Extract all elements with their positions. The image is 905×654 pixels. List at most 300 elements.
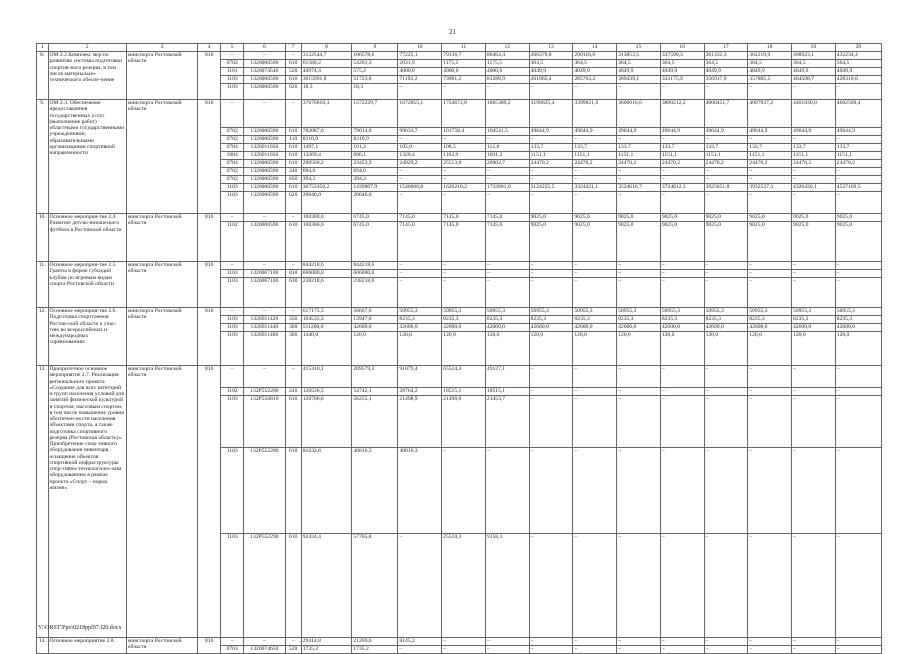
table-cell: 8235,3 <box>835 316 881 324</box>
table-cell: 49127,1 <box>485 366 529 388</box>
table-cell: – <box>704 388 748 396</box>
grbs-code: 816 <box>198 308 221 366</box>
table-cell: 24470,2 <box>792 160 836 168</box>
table-cell: 8235,3 <box>442 316 486 324</box>
table-cell: 50955,3 <box>704 308 748 316</box>
table-cell: 49644,9 <box>792 128 836 136</box>
table-cell: 8235,3 <box>792 316 836 324</box>
table-cell: – <box>617 278 661 308</box>
grbs-code: 816 <box>198 638 221 654</box>
table-cell: – <box>835 192 881 214</box>
table-cell: – <box>835 396 881 448</box>
table-cell: 57765,8 <box>352 534 398 638</box>
table-cell: 266379,8 <box>529 52 573 60</box>
table-cell: 51723,8 <box>352 76 398 84</box>
table-cell: 1102,9 <box>442 152 486 160</box>
table-cell: – <box>573 646 617 654</box>
table-cell: 42600,0 <box>442 324 486 332</box>
table-cell: 610 <box>285 152 301 160</box>
table-cell: – <box>617 270 661 278</box>
table-cell: – <box>748 278 792 308</box>
table-cell: 8235,3 <box>660 316 704 324</box>
table-cell: – <box>660 366 704 388</box>
table-cell: – <box>442 136 486 144</box>
column-number: 1 <box>37 44 49 52</box>
table-cell: 21498,9 <box>442 396 486 448</box>
table-cell: – <box>835 448 881 534</box>
table-cell: 8310,9 <box>301 136 352 144</box>
grbs-code: 816 <box>198 214 221 262</box>
table-cell: 357805,5 <box>748 76 792 84</box>
table-cell: 4000,0 <box>442 68 486 76</box>
table-cell: – <box>704 270 748 278</box>
table-cell: 9025,0 <box>748 214 792 222</box>
table-cell: – <box>617 192 661 214</box>
table-cell: 77225,1 <box>398 52 442 60</box>
table-cell: – <box>792 270 836 278</box>
table-cell: 404508,7 <box>792 76 836 84</box>
table-cell: 610 <box>285 60 301 68</box>
table-cell: 1320000590 <box>244 160 285 168</box>
footer-file-path: Y:\ORST\Ppo\0218ppl97.f20.docx <box>38 625 122 631</box>
table-cell: 120,0 <box>352 332 398 366</box>
table-cell: 101758,4 <box>442 128 486 136</box>
table-cell: – <box>529 136 573 144</box>
table-cell: 42600,0 <box>352 324 398 332</box>
table-cell: 362219,9 <box>748 52 792 60</box>
table-cell: 782087,6 <box>301 128 352 136</box>
table-cell: 1320000590 <box>244 192 285 214</box>
table-cell: 364,5 <box>704 60 748 68</box>
table-cell: 9025,0 <box>792 214 836 222</box>
table-cell: 99633,7 <box>398 128 442 136</box>
table-cell: 610 <box>285 222 301 262</box>
table-cell: – <box>660 136 704 144</box>
table-cell: 42600,0 <box>835 324 881 332</box>
grbs-code: 816 <box>198 366 221 638</box>
table-cell: – <box>485 192 529 214</box>
table-cell: 132P550810 <box>244 396 285 448</box>
table-cell: 9025,0 <box>573 214 617 222</box>
column-number: 4 <box>198 44 221 52</box>
table-cell: – <box>244 638 285 646</box>
table-cell: 364,5 <box>792 60 836 68</box>
table-cell: 3600016,6 <box>617 100 661 128</box>
table-cell: – <box>573 168 617 176</box>
table-cell: – <box>748 176 792 184</box>
table-cell: – <box>792 262 836 270</box>
table-cell: – <box>529 84 573 100</box>
table-cell: 1103 <box>221 270 244 278</box>
table-cell: 1151,1 <box>529 152 573 160</box>
table-cell: – <box>704 192 748 214</box>
table-cell: 1320000590 <box>244 136 285 144</box>
table-cell: 49644,9 <box>529 128 573 136</box>
table-cell: 1320011050 <box>244 144 285 152</box>
grbs-code: 816 <box>198 52 221 100</box>
table-cell: 50955,3 <box>485 308 529 316</box>
measure-name: ОМ 2.2.Комплекс мер по развитию системы подготовки спортив-ного резерва, в том числе материально-технического обеспе-чение <box>48 52 126 100</box>
table-cell: 844218,6 <box>352 262 398 270</box>
table-cell: 50955,3 <box>748 308 792 316</box>
table-cell: 1320074650 <box>244 646 285 654</box>
table-cell: 42600,0 <box>660 324 704 332</box>
row-number: 12. <box>37 308 49 366</box>
table-cell: 42600,0 <box>529 324 573 332</box>
table-cell: 42600,0 <box>398 324 442 332</box>
table-cell: 630 <box>285 278 301 308</box>
table-cell: 50955,3 <box>617 308 661 316</box>
table-cell: 120,0 <box>442 332 486 366</box>
table-cell: – <box>285 262 301 270</box>
table-cell: 132P552280 <box>244 388 285 396</box>
table-cell: 432234,4 <box>835 52 881 60</box>
table-cell: – <box>660 646 704 654</box>
table-cell: 133,7 <box>704 144 748 152</box>
table-cell: – <box>748 534 792 638</box>
table-cell: – <box>617 646 661 654</box>
measure-name: ОМ 2.3. Обеспечение предоставления государственных услуг (выполнение работ) областными государственными учреждениями, образовательными организациями спортивной направленности <box>48 100 126 214</box>
table-cell: – <box>485 176 529 184</box>
column-number: 15 <box>617 44 661 52</box>
table-cell: 261965,4 <box>529 76 573 84</box>
table-cell: 79136,7 <box>442 52 486 60</box>
table-cell: 50955,3 <box>792 308 836 316</box>
table-row <box>37 262 882 270</box>
table-cell: 120706,6 <box>301 396 352 448</box>
table-cell: 4049,9 <box>573 68 617 76</box>
table-cell: – <box>704 262 748 270</box>
table-cell: – <box>573 396 617 448</box>
table-cell: – <box>442 168 486 176</box>
table-cell: 105,0 <box>398 144 442 152</box>
table-cell: 309439,1 <box>617 76 661 84</box>
table-cell: 408923,1 <box>792 52 836 60</box>
table-cell: 1103 <box>221 278 244 308</box>
table-cell: – <box>485 270 529 278</box>
table-cell: – <box>398 534 442 638</box>
table-cell: – <box>573 192 617 214</box>
table-cell: – <box>792 638 836 646</box>
table-cell: 4049,9 <box>660 68 704 76</box>
table-cell: 1497,1 <box>301 144 352 152</box>
table-cell: – <box>285 366 301 388</box>
table-cell: – <box>617 366 661 388</box>
table-cell: 296560,2 <box>301 160 352 168</box>
table-cell: 7145,0 <box>485 214 529 222</box>
column-number: 3 <box>126 44 197 52</box>
table-cell: 606000,0 <box>301 270 352 278</box>
table-cell: 9025,0 <box>617 214 661 222</box>
table-cell: – <box>704 168 748 176</box>
measure-name: Основное мероприятие 2.8. <box>48 638 126 654</box>
table-cell: 1175,5 <box>442 60 486 68</box>
table-cell: 120,0 <box>529 332 573 366</box>
table-cell: 0702 <box>221 128 244 136</box>
table-cell: – <box>398 192 442 214</box>
table-cell: 1672055,1 <box>398 100 442 128</box>
table-cell: – <box>617 176 661 184</box>
column-number: 7 <box>285 44 301 52</box>
table-cell: 4049,9 <box>529 68 573 76</box>
row-number: 13. <box>37 366 49 638</box>
table-cell: 850 <box>285 176 301 184</box>
table-cell: 42600,0 <box>485 324 529 332</box>
table-cell: – <box>704 366 748 388</box>
table-cell: – <box>617 396 661 448</box>
table-cell: – <box>835 534 881 638</box>
column-number: 8 <box>301 44 352 52</box>
executor: минспорта Ростовской области <box>126 366 197 638</box>
table-cell: 86464,4 <box>485 52 529 60</box>
table-cell: – <box>792 534 836 638</box>
table-cell: – <box>835 366 881 388</box>
executor: минспорта Ростовской области <box>126 638 197 654</box>
table-cell: – <box>398 270 442 278</box>
table-cell: 50955,3 <box>573 308 617 316</box>
table-cell: 36753350,2 <box>301 184 352 192</box>
table-cell: 4049,9 <box>704 68 748 76</box>
table-cell: – <box>660 176 704 184</box>
table-cell: 1626210,2 <box>442 184 486 192</box>
table-cell: 24470,2 <box>704 160 748 168</box>
table-cell: 3524616,7 <box>617 184 661 192</box>
table-cell: – <box>835 638 881 646</box>
table-cell: 42600,0 <box>748 324 792 332</box>
table-cell: – <box>617 84 661 100</box>
table-cell: 1320,4 <box>398 152 442 160</box>
table-cell: – <box>704 176 748 184</box>
table-cell: 104535,3 <box>301 316 352 324</box>
table-cell: – <box>221 100 244 128</box>
table-cell: 1320000590 <box>244 222 285 262</box>
table-cell: – <box>573 84 617 100</box>
table-cell: 24470,2 <box>529 160 573 168</box>
table-row <box>37 214 882 222</box>
table-cell: – <box>660 396 704 448</box>
table-cell: – <box>244 366 285 388</box>
table-cell: – <box>442 638 486 646</box>
table-cell: 7145,0 <box>485 222 529 262</box>
table-cell: 81632,6 <box>301 448 352 534</box>
table-cell: 1103 <box>221 84 244 100</box>
table-cell: – <box>285 52 301 60</box>
table-cell: 1320011440 <box>244 324 285 332</box>
table-cell: 9025,0 <box>704 222 748 262</box>
table-cell: 20646,0 <box>301 192 352 214</box>
table-cell: – <box>792 176 836 184</box>
table-cell: – <box>442 84 486 100</box>
table-cell: 617175,3 <box>301 308 352 316</box>
table-cell: – <box>442 262 486 270</box>
table-cell: 240 <box>285 168 301 176</box>
table-cell: 1572229,7 <box>352 100 398 128</box>
grbs-code: 816 <box>198 262 221 308</box>
table-cell: – <box>285 638 301 646</box>
table-cell: 610 <box>285 76 301 84</box>
table-cell: 1320000590 <box>244 176 285 184</box>
table-cell: – <box>398 262 442 270</box>
table-cell: 8235,3 <box>573 316 617 324</box>
table-cell: 810 <box>285 270 301 278</box>
table-cell: 120,0 <box>792 332 836 366</box>
executor: минспорта Ростовской области <box>126 52 197 100</box>
table-cell: – <box>529 278 573 308</box>
table-cell: 4602569,4 <box>835 100 881 128</box>
column-number: 14 <box>573 44 617 52</box>
table-cell: 350 <box>285 316 301 324</box>
table-cell: 4527169,5 <box>835 184 881 192</box>
table-cell: 1439007,9 <box>352 184 398 192</box>
table-cell: – <box>617 136 661 144</box>
table-cell: 7145,0 <box>398 222 442 262</box>
table-cell: 49644,9 <box>617 128 661 136</box>
table-cell: 21269,6 <box>352 638 398 646</box>
table-cell: – <box>792 448 836 534</box>
table-cell: 13947,0 <box>352 316 398 324</box>
table-cell: 6745,0 <box>352 222 398 262</box>
table-cell: 79014,8 <box>352 128 398 136</box>
table-cell: – <box>529 448 573 534</box>
table-cell: 25510,3 <box>442 534 486 638</box>
executor: минспорта Ростовской области <box>126 100 197 214</box>
table-cell: 9025,0 <box>792 222 836 262</box>
table-cell: – <box>835 646 881 654</box>
table-cell: – <box>835 388 881 396</box>
table-cell: – <box>285 214 301 222</box>
table-cell: 50955,3 <box>835 308 881 316</box>
table-cell: – <box>617 448 661 534</box>
table-cell: 133,7 <box>529 144 573 152</box>
table-cell: – <box>285 100 301 128</box>
table-cell: – <box>244 100 285 128</box>
table-cell: – <box>660 168 704 176</box>
table-cell: 0702 <box>221 168 244 176</box>
table-cell: 1320067100 <box>244 278 285 308</box>
table-cell: 120,0 <box>398 332 442 366</box>
table-cell: 520 <box>285 68 301 76</box>
table-cell: – <box>573 366 617 388</box>
table-cell: 9025,0 <box>529 214 573 222</box>
table-cell: 37676810,3 <box>301 100 352 128</box>
table-cell: 7145,0 <box>442 214 486 222</box>
table-cell: 104541,5 <box>485 128 529 136</box>
row-number: 10. <box>37 214 49 262</box>
table-cell: – <box>835 176 881 184</box>
column-number: 5 <box>221 44 244 52</box>
table-cell: – <box>573 638 617 646</box>
table-cell: – <box>792 646 836 654</box>
table-cell: 4401830,0 <box>792 100 836 128</box>
table-cell: 1320000590 <box>244 128 285 136</box>
table-cell: 24470,2 <box>573 160 617 168</box>
table-cell: – <box>704 84 748 100</box>
table-cell: – <box>660 448 704 534</box>
table-cell: – <box>485 638 529 646</box>
table-cell: – <box>529 646 573 654</box>
table-cell: 50955,3 <box>660 308 704 316</box>
table-cell: – <box>617 262 661 270</box>
table-cell: 9025,0 <box>835 222 881 262</box>
table-cell: 364,5 <box>617 60 661 68</box>
column-number: 6 <box>244 44 285 52</box>
table-cell: – <box>704 534 748 638</box>
table-cell: 120,0 <box>660 332 704 366</box>
table-cell: 9025,0 <box>529 222 573 262</box>
table-cell: 1320074540 <box>244 68 285 76</box>
table-cell: 1320000590 <box>244 168 285 176</box>
column-number: 12 <box>485 44 529 52</box>
column-number: 9 <box>352 44 398 52</box>
table-cell: 1103 <box>221 324 244 332</box>
table-cell: 21498,9 <box>398 396 442 448</box>
table-cell: – <box>748 192 792 214</box>
table-cell: 1320011050 <box>244 152 285 160</box>
table-cell: 1320000590 <box>244 184 285 192</box>
table-cell: 1103 <box>221 534 244 638</box>
table-cell: – <box>221 366 244 388</box>
table-cell: – <box>573 448 617 534</box>
table-cell: – <box>442 192 486 214</box>
budget-table <box>36 43 882 654</box>
table-cell: 110 <box>285 136 301 144</box>
table-cell: – <box>244 52 285 60</box>
table-cell: 394,3 <box>352 176 398 184</box>
table-cell: 1735,2 <box>352 646 398 654</box>
table-cell: 3800212,2 <box>660 100 704 128</box>
table-cell: 3122544,7 <box>301 52 352 60</box>
table-cell: – <box>398 168 442 176</box>
table-cell: 1735,2 <box>301 646 352 654</box>
table-cell: 360 <box>285 332 301 366</box>
table-cell: 120,0 <box>485 332 529 366</box>
table-cell: 1320000590 <box>244 60 285 68</box>
table-cell: – <box>529 396 573 448</box>
table-cell: 285702,2 <box>573 76 617 84</box>
table-cell: – <box>748 136 792 144</box>
table-cell: – <box>485 448 529 534</box>
table-cell: – <box>704 638 748 646</box>
table-cell: 1103 <box>221 332 244 366</box>
table-cell: – <box>748 396 792 448</box>
table-cell: 18515,1 <box>442 388 486 396</box>
table-cell: – <box>792 136 836 144</box>
table-cell: 1320011480 <box>244 332 285 366</box>
table-cell: 4000451,7 <box>704 100 748 128</box>
table-cell: – <box>748 84 792 100</box>
table-cell: – <box>748 448 792 534</box>
table-cell: 415310,1 <box>301 366 352 388</box>
table-cell: 81288,9 <box>485 76 529 84</box>
table-cell: 606000,0 <box>352 270 398 278</box>
table-cell: – <box>617 638 661 646</box>
table-cell: 606,1 <box>352 152 398 160</box>
table-cell: 610 <box>285 160 301 168</box>
table-cell: 1103 <box>221 448 244 534</box>
table-cell: 133,7 <box>792 144 836 152</box>
table-cell: 3199625,4 <box>529 100 573 128</box>
table-cell: 120,0 <box>748 332 792 366</box>
table-cell: 133,7 <box>573 144 617 152</box>
table-cell: 9025,0 <box>835 214 881 222</box>
table-cell: 42600,0 <box>704 324 748 332</box>
table-row <box>37 308 882 316</box>
table-cell: 50955,3 <box>398 308 442 316</box>
table-cell: 520 <box>285 646 301 654</box>
table-cell: 4007937,2 <box>748 100 792 128</box>
table-cell: – <box>485 646 529 654</box>
row-number: 9. <box>37 100 49 214</box>
